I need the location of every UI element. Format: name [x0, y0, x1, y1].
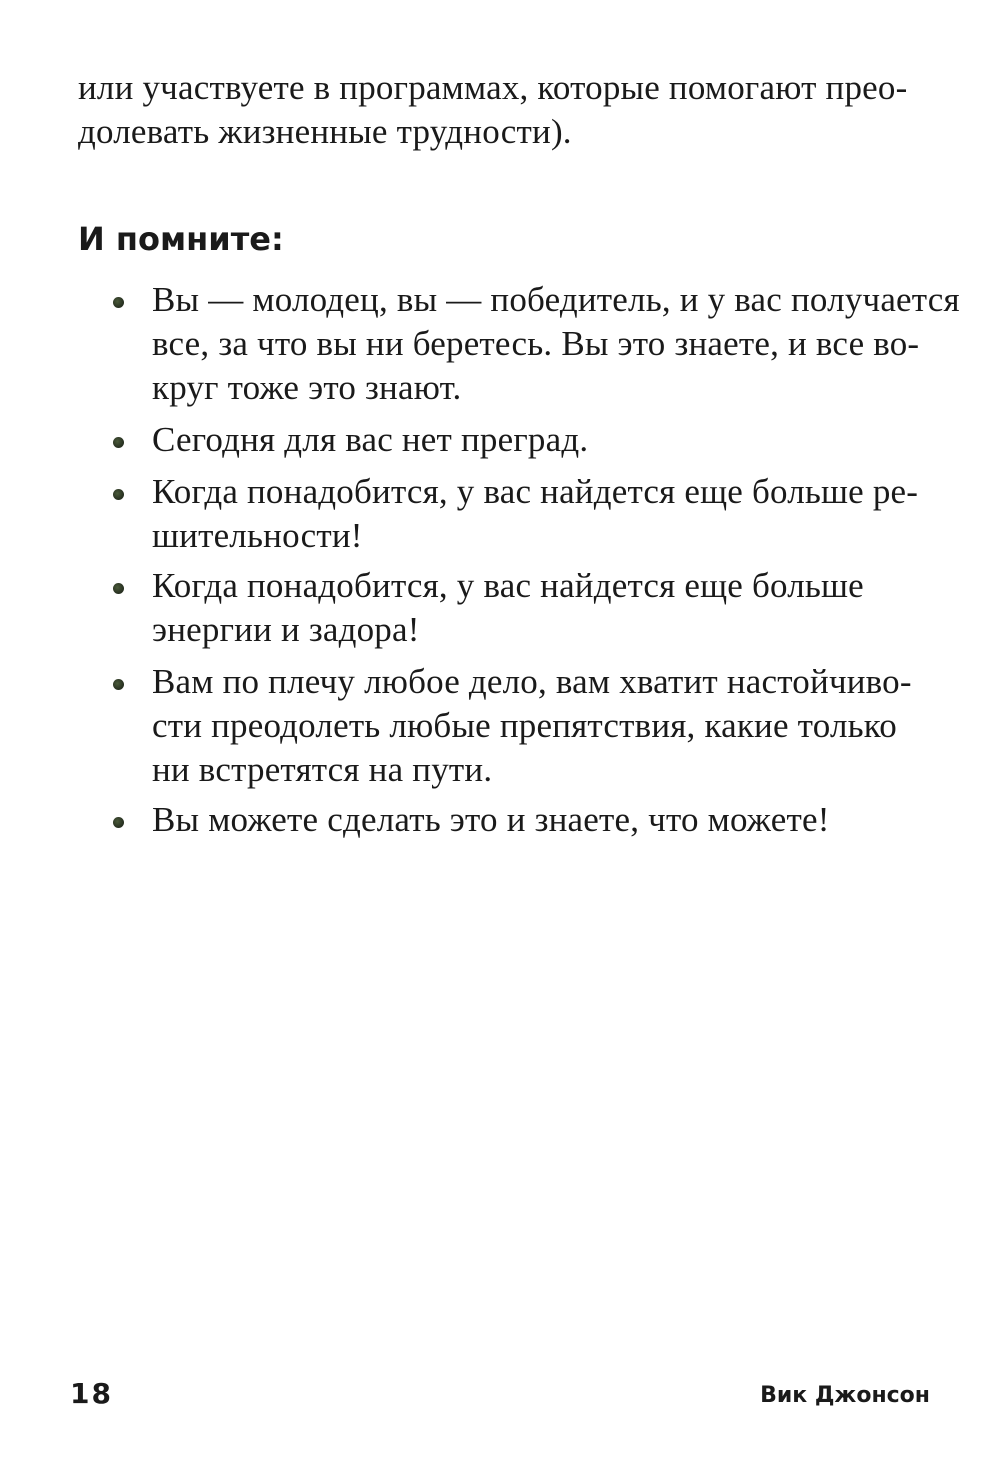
intro-line-1: или участвуете в программах, которые помогают прео-: [78, 68, 908, 107]
list-item-line: Когда понадобится, у вас найдется еще больше: [152, 566, 864, 605]
running-footer-author: Вик Джонсон: [760, 1383, 930, 1408]
list-item-line: Сегодня для вас нет преград.: [152, 420, 589, 459]
list-item-line: шительности!: [152, 516, 363, 555]
section-heading: И помните:: [78, 220, 284, 258]
list-item-line: энергии и задора!: [152, 610, 420, 649]
bullet-icon: [113, 297, 124, 308]
list-item-line: Когда понадобится, у вас найдется еще больше ре-: [152, 472, 919, 511]
list-item-line: сти преодолеть любые препятствия, какие только: [152, 706, 897, 745]
bullet-icon: [113, 679, 124, 690]
intro-line-2: долевать жизненные трудности).: [78, 112, 572, 151]
list-item-line: круг тоже это знают.: [152, 368, 462, 407]
list-item-line: все, за что вы ни беретесь. Вы это знаете, и все во-: [152, 324, 920, 363]
bullet-icon: [113, 437, 124, 448]
list-item-line: Вы можете сделать это и знаете, что можете!: [152, 800, 830, 839]
list-item-line: ни встретятся на пути.: [152, 750, 493, 789]
page-number: 18: [70, 1377, 113, 1410]
bullet-icon: [113, 583, 124, 594]
bullet-icon: [113, 817, 124, 828]
bullet-icon: [113, 489, 124, 500]
list-item-line: Вы — молодец, вы — победитель, и у вас получается: [152, 280, 960, 319]
list-item-line: Вам по плечу любое дело, вам хватит настойчиво-: [152, 662, 912, 701]
